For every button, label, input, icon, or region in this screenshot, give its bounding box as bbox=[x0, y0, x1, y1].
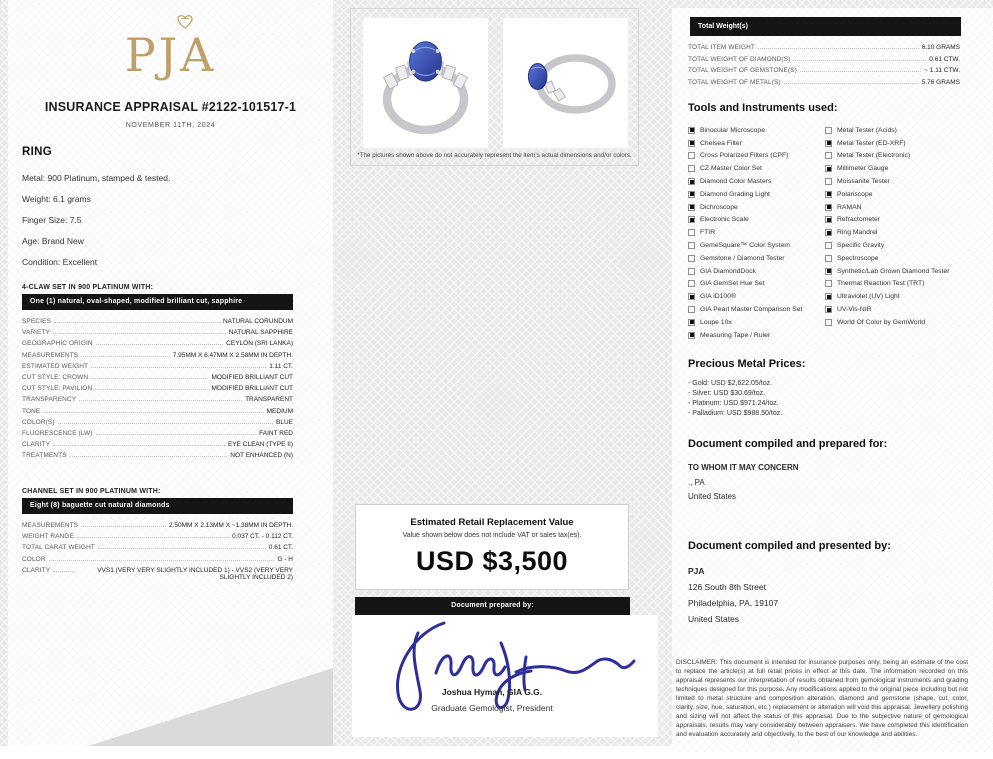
address-line: ., PA bbox=[688, 477, 705, 487]
spec-label: TREATMENTS bbox=[22, 452, 67, 460]
document-title: INSURANCE APPRAISAL #2122-101517-1 bbox=[44, 100, 297, 114]
checkbox-icon bbox=[688, 319, 695, 326]
spec-value: MODIFIED BRILLIANT CUT bbox=[211, 373, 293, 381]
prepared-by-banner: Document prepared by: bbox=[355, 597, 630, 615]
spec-value: FAINT RED bbox=[259, 429, 293, 437]
tool-label: Ring Mandrel bbox=[837, 229, 878, 237]
checkbox-icon bbox=[688, 306, 695, 313]
address-line: Philadelphia, PA, 19107 bbox=[688, 598, 779, 608]
spec-value: BLUE bbox=[276, 418, 293, 426]
address-line: 126 South 8th Street bbox=[688, 582, 766, 592]
diamond-spec-table bbox=[22, 522, 293, 585]
spec-row bbox=[22, 408, 293, 415]
checkbox-icon bbox=[825, 127, 832, 134]
tool-label: CZ Master Color Set bbox=[700, 165, 762, 173]
tool-item bbox=[825, 201, 991, 214]
checkbox-icon bbox=[825, 229, 832, 236]
checkbox-icon bbox=[825, 268, 832, 275]
weight-value: 0.61 CTW. bbox=[929, 55, 960, 63]
tool-item bbox=[825, 124, 991, 137]
weight-row bbox=[688, 67, 960, 74]
tool-item bbox=[825, 150, 991, 163]
detail-line: Finger Size: 7.5 bbox=[22, 215, 82, 225]
spec-label: FLUORESCENCE (LW) bbox=[22, 429, 93, 437]
logo-text: PJA bbox=[124, 28, 217, 82]
checkbox-icon bbox=[688, 216, 695, 223]
signature-panel bbox=[352, 615, 658, 737]
detail-line: Metal: 900 Platinum, stamped & tested. bbox=[22, 173, 171, 183]
address-line: PJA bbox=[688, 566, 705, 576]
tool-item bbox=[688, 303, 838, 316]
dotted-leader bbox=[58, 419, 273, 424]
section-2-heading: CHANNEL SET IN 900 PLATINUM WITH: bbox=[22, 488, 161, 495]
tool-label: World Of Color by GemWorld bbox=[837, 318, 926, 326]
spec-value: NATURAL CORUNDUM bbox=[222, 318, 293, 325]
spec-value: G - H bbox=[277, 555, 293, 563]
spec-row bbox=[22, 533, 293, 540]
spec-row bbox=[22, 340, 293, 347]
checkbox-icon bbox=[688, 255, 695, 262]
address-line: United States bbox=[688, 492, 737, 501]
spec-value: MEDIUM bbox=[266, 407, 293, 415]
tool-label: Electronic Scale bbox=[700, 216, 749, 224]
tool-label: GIA Pearl Master Comparison Set bbox=[700, 306, 803, 314]
dotted-leader bbox=[793, 56, 926, 61]
weight-value: 6.10 GRAMS bbox=[921, 44, 960, 51]
tool-item bbox=[688, 162, 838, 175]
dotted-leader bbox=[81, 352, 170, 357]
checkbox-icon bbox=[825, 152, 832, 159]
spec-value: NATURAL SAPPHIRE bbox=[228, 329, 293, 337]
spec-row bbox=[22, 430, 293, 437]
item-photos-card bbox=[350, 8, 639, 166]
tool-label: UV-Vis-NIR bbox=[837, 306, 872, 314]
spec-label: CLARITY bbox=[22, 441, 51, 449]
dotted-leader bbox=[98, 544, 266, 549]
spec-value: VVS1 (VERY VERY SLIGHTLY INCLUDED 1) - VVS2 (VERY VERY SLIGHTLY INCLUDED 2) bbox=[97, 566, 293, 581]
section-1-heading: 4-CLAW SET IN 900 PLATINUM WITH: bbox=[22, 284, 154, 291]
presented-by-heading: Document compiled and presented by: bbox=[688, 540, 891, 552]
checkbox-icon bbox=[825, 216, 832, 223]
metal-price-line: - Platinum: USD $971.24/toz. bbox=[688, 400, 779, 407]
checkbox-icon bbox=[825, 242, 832, 249]
gemstone-spec-table bbox=[22, 318, 293, 463]
detail-line: Age: Brand New bbox=[22, 236, 84, 246]
tool-label: Thermal Reaction Test (TRT) bbox=[837, 280, 925, 288]
spec-row bbox=[22, 556, 293, 563]
tool-item bbox=[825, 316, 991, 329]
spec-label: CLARITY bbox=[22, 566, 51, 574]
tool-label: Millimeter Gauge bbox=[837, 165, 889, 173]
tool-item bbox=[688, 226, 838, 239]
tools-list-left bbox=[688, 124, 838, 342]
spec-label: SPECIES bbox=[22, 318, 51, 325]
dotted-leader bbox=[70, 452, 228, 457]
tool-item bbox=[825, 188, 991, 201]
prepared-for-heading: Document compiled and prepared for: bbox=[688, 438, 888, 450]
tool-label: GIA iD100® bbox=[700, 293, 736, 301]
detail-line: Condition: Excellent bbox=[22, 257, 98, 267]
spec-row bbox=[22, 374, 293, 381]
tool-label: Chelsea Filter bbox=[700, 139, 742, 147]
weight-label: TOTAL WEIGHT OF GEMSTONE(S) bbox=[688, 67, 797, 75]
tool-label: FTIR bbox=[700, 229, 716, 237]
tool-item bbox=[825, 137, 991, 150]
dotted-leader bbox=[49, 556, 275, 561]
checkbox-icon bbox=[688, 165, 695, 172]
metal-price-line: - Palladium: USD $988.50/toz. bbox=[688, 410, 783, 417]
weight-value: ~ 1.11 CTW. bbox=[924, 67, 960, 75]
tool-label: Cross Polarized Filters (CPF) bbox=[700, 152, 789, 160]
spec-label: COLOR bbox=[22, 555, 46, 563]
tool-label: Diamond Color Masters bbox=[700, 178, 772, 186]
heart-diamond-icon bbox=[175, 14, 195, 31]
address-line: TO WHOM IT MAY CONCERN bbox=[688, 463, 799, 472]
prepared-for-address bbox=[688, 461, 799, 505]
spec-value: CEYLON (SRI LANKA) bbox=[226, 340, 293, 348]
spec-row bbox=[22, 522, 293, 529]
tool-item bbox=[688, 175, 838, 188]
metal-price-line: - Silver: USD $30.69/toz. bbox=[688, 390, 766, 397]
spec-row bbox=[22, 352, 293, 359]
spec-value: 0.61 CT. bbox=[268, 544, 293, 552]
tool-item bbox=[688, 214, 838, 227]
dotted-leader bbox=[53, 329, 226, 334]
replacement-value-box bbox=[355, 504, 629, 590]
tool-label: Synthetic/Lab Grown Diamond Tester bbox=[837, 267, 950, 275]
tool-item bbox=[688, 150, 838, 163]
dotted-leader bbox=[96, 430, 257, 435]
tool-label: Specific Gravity bbox=[837, 242, 885, 250]
checkbox-icon bbox=[688, 140, 695, 147]
tool-item bbox=[825, 265, 991, 278]
tools-heading: Tools and Instruments used: bbox=[688, 102, 838, 114]
spec-label: CUT STYLE: PAVILION bbox=[22, 385, 93, 393]
spec-label: CUT STYLE: CROWN bbox=[22, 373, 89, 381]
dotted-leader bbox=[53, 567, 75, 572]
spec-row bbox=[22, 329, 293, 336]
item-details-list bbox=[22, 173, 319, 278]
tool-item bbox=[825, 290, 991, 303]
weight-row bbox=[688, 44, 960, 51]
total-weights-banner: Total Weight(s) bbox=[690, 17, 961, 36]
tool-item bbox=[688, 265, 838, 278]
spec-label: MEASUREMENTS bbox=[22, 351, 79, 359]
checkbox-icon bbox=[825, 140, 832, 147]
signatory-role: Graduate Gemologist, President bbox=[431, 703, 553, 713]
ring-side-illustration bbox=[507, 22, 625, 144]
dotted-leader bbox=[77, 533, 229, 538]
item-heading: RING bbox=[22, 146, 52, 158]
value-box-title: Estimated Retail Replacement Value bbox=[410, 517, 574, 528]
weight-value: 5.76 GRAMS bbox=[921, 78, 960, 86]
tool-item bbox=[688, 278, 838, 291]
checkbox-icon bbox=[688, 242, 695, 249]
tool-item bbox=[688, 137, 838, 150]
checkbox-icon bbox=[688, 127, 695, 134]
photos-disclaimer-caption: *The pictures shown above do not accurately represent the item's actual dimensions and/or colors. bbox=[357, 152, 632, 159]
spec-label: VARIETY bbox=[22, 329, 51, 337]
weight-label: TOTAL WEIGHT OF DIAMOND(S) bbox=[688, 55, 791, 63]
checkbox-icon bbox=[825, 178, 832, 185]
tool-label: Metal Tester (Electronic) bbox=[837, 152, 911, 160]
spec-label: ESTIMATED WEIGHT bbox=[22, 362, 89, 370]
tool-label: Gemstone / Diamond Tester bbox=[700, 254, 785, 262]
tool-label: Diamond Grading Light bbox=[700, 190, 770, 198]
left-column bbox=[8, 0, 333, 746]
ring-side-photo bbox=[503, 18, 628, 148]
spec-label: TONE bbox=[22, 407, 41, 415]
document-date: NOVEMBER 11TH, 2024 bbox=[125, 122, 216, 129]
dotted-leader bbox=[79, 396, 242, 401]
checkbox-icon bbox=[825, 255, 832, 262]
dotted-leader bbox=[800, 67, 921, 72]
value-box-subtitle: Value shown below does not include VAT or sales tax(es). bbox=[402, 532, 582, 539]
metal-prices-heading: Precious Metal Prices: bbox=[688, 358, 806, 370]
spec-value: 1.11 CT. bbox=[269, 362, 293, 370]
dotted-leader bbox=[91, 363, 266, 368]
tool-label: Binocular Microscope bbox=[700, 126, 765, 134]
spec-value: 7.95MM X 6.47MM X 2.58MM IN DEPTH. bbox=[172, 351, 293, 359]
dotted-leader bbox=[54, 318, 220, 323]
checkbox-icon bbox=[688, 280, 695, 287]
tool-item bbox=[825, 162, 991, 175]
dotted-leader bbox=[43, 408, 263, 413]
checkbox-icon bbox=[688, 332, 695, 339]
spec-row bbox=[22, 385, 293, 392]
tool-label: Loupe 10x bbox=[700, 318, 732, 326]
spec-row bbox=[22, 396, 293, 403]
section-1-banner: One (1) natural, oval-shaped, modified brilliant cut, sapphire bbox=[22, 294, 293, 310]
checkbox-icon bbox=[825, 319, 832, 326]
spec-label: WEIGHT RANGE bbox=[22, 533, 75, 541]
checkbox-icon bbox=[688, 268, 695, 275]
spec-row bbox=[22, 567, 293, 581]
spec-label: GEOGRAPHIC ORIGIN bbox=[22, 340, 93, 348]
spec-row bbox=[22, 452, 293, 459]
tool-label: Refractometer bbox=[837, 216, 881, 224]
tool-item bbox=[825, 303, 991, 316]
tool-item bbox=[688, 252, 838, 265]
checkbox-icon bbox=[688, 204, 695, 211]
tool-label: GIA GemSet Hue Set bbox=[700, 280, 765, 288]
checkbox-icon bbox=[688, 152, 695, 159]
tool-label: Ultraviolet (UV) Light bbox=[837, 293, 900, 301]
spec-label: TOTAL CARAT WEIGHT bbox=[22, 544, 95, 552]
tool-label: Dichroscope bbox=[700, 203, 738, 211]
spec-value: NOT ENHANCED (N) bbox=[230, 452, 293, 460]
spec-label: TRANSPARENCY bbox=[22, 396, 77, 404]
checkbox-icon bbox=[688, 191, 695, 198]
tool-label: GemeSquare™ Color System bbox=[700, 242, 790, 250]
checkbox-icon bbox=[688, 293, 695, 300]
tool-item bbox=[825, 278, 991, 291]
weight-label: TOTAL WEIGHT OF METAL(S) bbox=[688, 78, 781, 86]
tool-label: GIA DiamondDock bbox=[700, 267, 756, 275]
tool-item bbox=[688, 124, 838, 137]
spec-row bbox=[22, 318, 293, 325]
weight-row bbox=[688, 79, 960, 86]
spec-row bbox=[22, 419, 293, 426]
tool-label: Metal Tester (Acids) bbox=[837, 126, 897, 134]
tool-label: Polariscope bbox=[837, 190, 873, 198]
dotted-leader bbox=[758, 44, 919, 49]
spec-label: COLOR(S) bbox=[22, 418, 55, 426]
weight-row bbox=[688, 56, 960, 63]
tools-list-right bbox=[825, 124, 991, 329]
tool-label: Spectroscope bbox=[837, 254, 879, 262]
tool-item bbox=[688, 316, 838, 329]
disclaimer-text: DISCLAIMER: This document is intended for insurance purposes only, being an estimate of the cost to replace the article(s) at full retail prices in effect at this date. The information recorded on this appraisal represents our interpretation of results obtained from gemological instruments and grading techniques designed for this purpose. Any modifications applied to the original piece including but not limited to metal structure and composition alteration, diamond and gemstone (shape, cut, color, clarity, size, hue, saturation, etc.) replacement or alteration will void this appraisal. Jewellery polishing and sizing will not affect the status of this appraisal. Due to the subjective nature of gemological appraisals, results may vary considerably between appraisers. We have completed this identification and evaluation accurately and objectively, to the best of our knowledge and abilities. bbox=[676, 659, 968, 738]
checkbox-icon bbox=[688, 178, 695, 185]
pja-logo bbox=[8, 14, 333, 82]
detail-line: Weight: 6.1 grams bbox=[22, 194, 91, 204]
address-line: United States bbox=[688, 614, 740, 624]
signatory-name: Joshua Hyman, GIA G.G. bbox=[441, 687, 543, 697]
dotted-leader bbox=[95, 385, 208, 390]
checkbox-icon bbox=[825, 204, 832, 211]
ring-front-photo bbox=[363, 18, 488, 148]
tool-item bbox=[825, 226, 991, 239]
tool-label: Measuring Tape / Ruler bbox=[700, 331, 771, 339]
spec-value: 2.50MM X 2.13MM X ~1.38MM IN DEPTH. bbox=[168, 522, 293, 529]
tool-item bbox=[688, 188, 838, 201]
right-column bbox=[672, 8, 993, 752]
tool-item bbox=[688, 201, 838, 214]
decorative-corner-triangle bbox=[88, 668, 333, 746]
metal-prices-list bbox=[688, 379, 782, 419]
tool-item bbox=[825, 252, 991, 265]
presented-by-address bbox=[688, 563, 778, 627]
dotted-leader bbox=[53, 441, 225, 446]
tool-item bbox=[825, 239, 991, 252]
checkbox-icon bbox=[825, 280, 832, 287]
replacement-value-amount: USD $3,500 bbox=[415, 546, 569, 576]
checkbox-icon bbox=[825, 293, 832, 300]
ring-front-illustration bbox=[367, 22, 485, 144]
tool-item bbox=[688, 290, 838, 303]
spec-row bbox=[22, 363, 293, 370]
total-weights-table bbox=[688, 44, 960, 90]
spec-value: MODIFIED BRILLIANT CUT bbox=[211, 385, 293, 393]
spec-value: EYE CLEAN (TYPE II) bbox=[227, 441, 293, 449]
metal-price-line: - Gold: USD $2,622.05/toz. bbox=[688, 380, 773, 387]
tool-item bbox=[688, 329, 838, 342]
spec-row bbox=[22, 544, 293, 551]
tool-label: Moissanite Tester bbox=[837, 178, 890, 186]
weight-label: TOTAL ITEM WEIGHT bbox=[688, 44, 755, 51]
spec-value: 0.037 CT. - 0.112 CT. bbox=[232, 533, 293, 541]
dotted-leader bbox=[81, 522, 166, 527]
spec-value: TRANSPARENT bbox=[245, 396, 293, 404]
tool-item bbox=[825, 214, 991, 227]
tool-label: RAMAN bbox=[837, 203, 862, 211]
checkbox-icon bbox=[825, 191, 832, 198]
tool-item bbox=[825, 175, 991, 188]
dotted-leader bbox=[96, 340, 223, 345]
tool-item bbox=[688, 239, 838, 252]
checkbox-icon bbox=[688, 229, 695, 236]
dotted-leader bbox=[784, 79, 919, 84]
dotted-leader bbox=[91, 374, 208, 379]
spec-label: MEASUREMENTS bbox=[22, 522, 79, 529]
checkbox-icon bbox=[825, 165, 832, 172]
tool-label: Metal Tester (ED-XRF) bbox=[837, 139, 906, 147]
checkbox-icon bbox=[825, 306, 832, 313]
section-2-banner: Eight (8) baguette cut natural diamonds bbox=[22, 498, 293, 514]
spec-row bbox=[22, 441, 293, 448]
